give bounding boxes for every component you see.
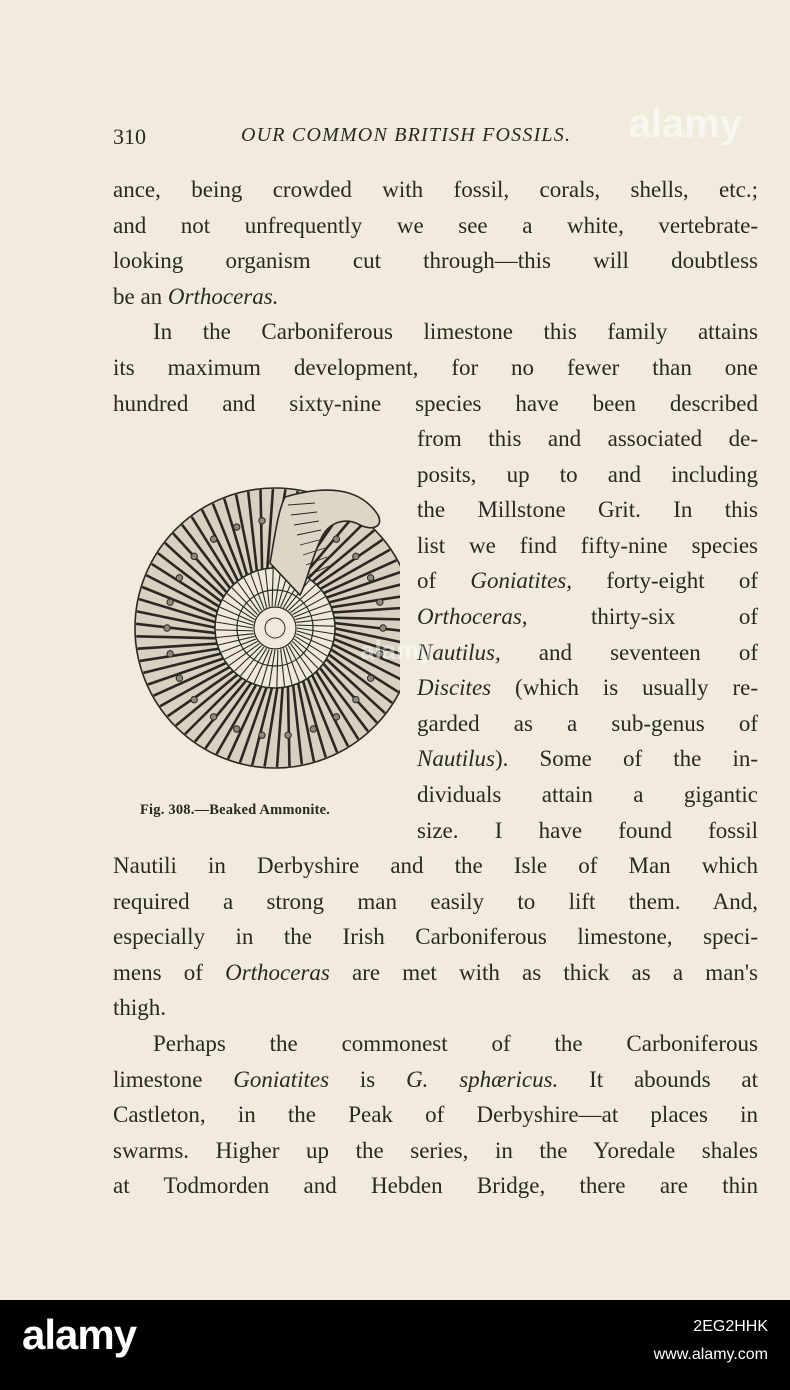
body-text-top	[113, 172, 758, 421]
ammonite-rib	[288, 685, 290, 767]
watermark-top: alamy	[628, 102, 742, 146]
ammonite-tubercle	[377, 599, 383, 605]
text-line	[417, 563, 758, 599]
italic-term: Orthoceras,	[417, 603, 528, 629]
text-span: mens of	[113, 959, 226, 985]
ammonite-tubercle	[367, 675, 373, 681]
text-line: required a strong man easily to lift them. And,	[113, 888, 758, 914]
ammonite-tubercle	[367, 575, 373, 581]
text-line: size. I have found fossil	[417, 817, 758, 843]
text-line: garded as a sub-genus of	[417, 710, 758, 736]
ammonite-tubercle	[234, 726, 240, 732]
text-line: and not unfrequently we see a white, vertebrate-	[113, 212, 758, 238]
italic-term: Nautilus,	[417, 639, 501, 665]
text-line: its maximum development, for no fewer than one	[113, 354, 758, 380]
text-line: Nautili in Derbyshire and the Isle of Man which	[113, 853, 758, 878]
text-span: limestone	[113, 1066, 234, 1092]
text-line: from this and associated de-	[417, 426, 758, 451]
italic-term: Goniatites,	[470, 568, 572, 594]
text-line: dividuals attain a gigantic	[417, 781, 758, 807]
ammonite-tubercle	[259, 732, 265, 738]
ammonite-tubercle	[285, 732, 291, 738]
running-title: OUR COMMON BRITISH FOSSILS.	[241, 124, 572, 146]
image-id: 2EG2HHK	[693, 1318, 768, 1335]
ammonite-drawing	[135, 488, 400, 768]
text-line: posits, up to and including	[417, 461, 758, 487]
italic-term: G. sphæricus.	[406, 1066, 559, 1092]
ammonite-tubercle	[234, 524, 240, 530]
body-text-beside-figure	[417, 421, 758, 848]
ammonite-tubercle	[353, 696, 359, 702]
text-span: forty-eight of	[572, 568, 758, 594]
ammonite-tubercle	[353, 553, 359, 559]
watermark-mid: alamy	[360, 635, 434, 665]
ammonite-rib	[261, 490, 263, 572]
italic-term: Discites	[417, 675, 492, 701]
page-number: 310	[113, 124, 146, 149]
italic-term: Goniatites	[233, 1066, 330, 1092]
text-line: hundred and sixty-nine species have been described	[113, 390, 758, 416]
ammonite-tubercle	[380, 625, 386, 631]
ammonite-tubercle	[164, 625, 170, 631]
text-line: thigh.	[113, 995, 167, 1021]
beaked-ammonite-figure	[110, 445, 400, 795]
ammonite-tubercle	[333, 536, 339, 542]
text-line	[417, 635, 758, 671]
text-span: It abounds at	[558, 1066, 759, 1092]
ammonite-tubercle	[167, 599, 173, 605]
text-span: thirty-six of	[527, 603, 758, 629]
italic-term: Orthoceras.	[167, 283, 279, 309]
text-line	[417, 670, 758, 706]
body-text-bottom	[113, 848, 758, 1204]
text-line: Castleton, in the Peak of Derbyshire—at places in	[113, 1102, 758, 1128]
text-line	[417, 741, 758, 777]
text-line	[417, 599, 758, 635]
ammonite-tubercle	[191, 553, 197, 559]
ammonite-umbilicus	[254, 607, 296, 649]
text-line	[113, 1062, 758, 1098]
text-line: swarms. Higher up the series, in the Yoredale shales	[113, 1137, 758, 1163]
ammonite-tubercle	[167, 651, 173, 657]
text-line: at Todmorden and Hebden Bridge, there are thin	[113, 1173, 758, 1199]
site-url: www.alamy.com	[653, 1346, 768, 1363]
ammonite-tubercle	[310, 726, 316, 732]
text-line: the Millstone Grit. In this	[417, 497, 758, 523]
text-line	[113, 279, 758, 315]
figure-caption: Fig. 308.—Beaked Ammonite.	[140, 802, 331, 818]
text-span: ). Some of the in-	[494, 746, 758, 772]
ammonite-tubercle	[191, 696, 197, 702]
text-line: ance, being crowded with fossil, corals, shells, etc.;	[113, 177, 758, 202]
italic-term: Orthoceras	[225, 959, 330, 985]
ammonite-tubercle	[259, 518, 265, 524]
text-span: is	[329, 1066, 407, 1092]
ammonite-tubercle	[176, 575, 182, 581]
text-span: be an	[113, 283, 168, 309]
paragraph-start: Perhaps the commonest of the Carboniferous	[153, 1030, 758, 1056]
ammonite-tubercle	[333, 714, 339, 720]
paragraph-start: In the Carboniferous limestone this family attains	[153, 319, 758, 345]
text-span: are met with as thick as a man's	[329, 959, 758, 985]
text-line: looking organism cut through—this will doubtless	[113, 248, 758, 274]
italic-term: Nautilus	[417, 746, 495, 772]
text-line	[113, 955, 758, 991]
ammonite-illustration	[110, 445, 400, 795]
text-line: list we find fifty-nine species	[417, 532, 758, 558]
text-line: especially in the Irish Carboniferous limestone, speci-	[113, 924, 758, 950]
ammonite-tubercle	[176, 675, 182, 681]
text-span: of	[417, 568, 471, 594]
ammonite-tubercle	[210, 536, 216, 542]
text-span: (which is usually re-	[491, 675, 758, 701]
ammonite-tubercle	[210, 714, 216, 720]
text-span: and seventeen of	[500, 639, 758, 665]
alamy-logo: alamy	[22, 1311, 137, 1358]
